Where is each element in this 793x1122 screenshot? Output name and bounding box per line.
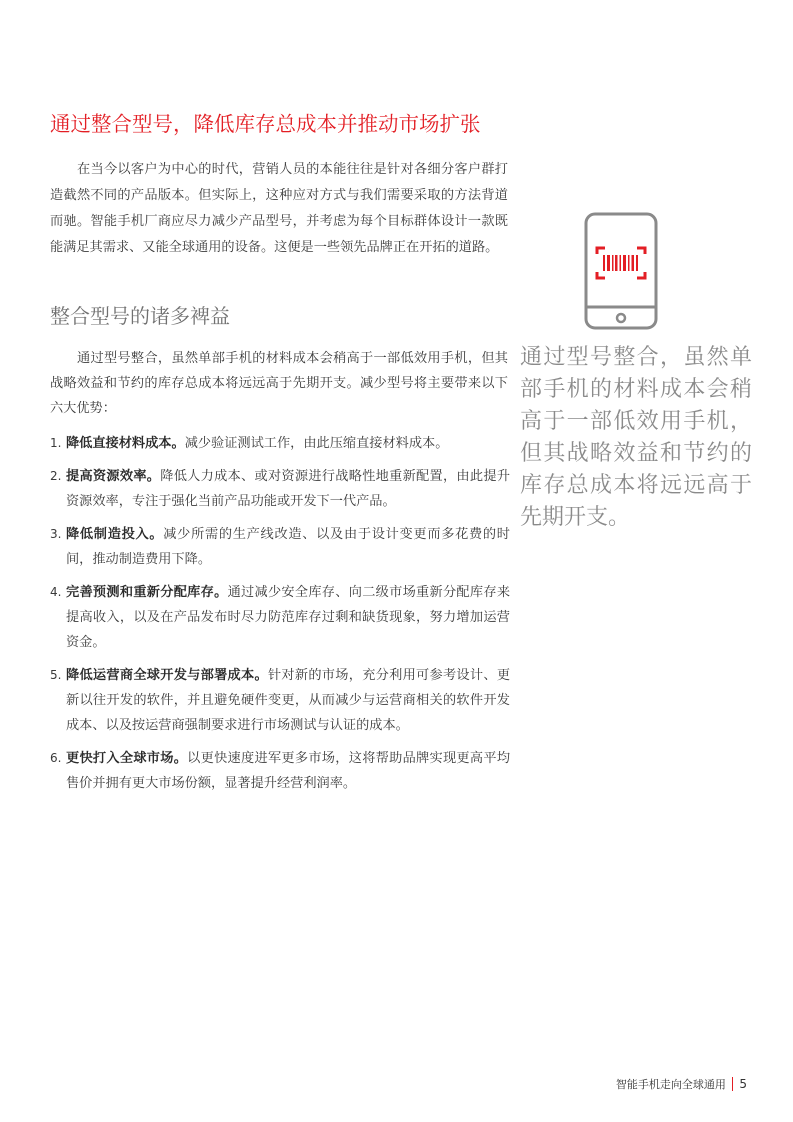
benefit-number: 1. xyxy=(50,436,62,450)
benefit-title: 完善预测和重新分配库存。 xyxy=(66,585,228,600)
benefit-text: 通过减少安全库存、向二级市场重新分配库存来提高收入，以及在产品发布时尽力防范库存过剩和缺货现象，努力增加运营资金。 xyxy=(66,585,511,650)
benefits-intro-paragraph: 通过型号整合，虽然单部手机的材料成本会稍高于一部低效用手机，但其战略效益和节约的库存总成本将远远高于先期开支。减少型号将主要带来以下六大优势： xyxy=(50,351,508,416)
footer-divider xyxy=(732,1077,734,1091)
benefit-title: 降低直接材料成本。 xyxy=(66,436,185,451)
benefit-item-4 xyxy=(50,580,510,655)
benefit-item-6 xyxy=(50,746,510,796)
benefit-title: 提高资源效率。 xyxy=(66,469,161,484)
intro-paragraph: 在当今以客户为中心的时代，营销人员的本能往往是针对各细分客户群打造截然不同的产品版本。但实际上，这种应对方式与我们需要采取的方法背道而驰。智能手机厂商应尽力减少产品型号，并考虑为每个目标群体设计一款既能满足其需求、又能全球通用的设备。这便是一些领先品牌正在开拓的道路。 xyxy=(50,162,508,255)
page-title: 通过整合型号，降低库存总成本并推动市场扩张 xyxy=(50,112,481,136)
benefit-text: 以更快速度进军更多市场，这将帮助品牌实现更高平均售价并拥有更大市场份额，显著提升经营利润率。 xyxy=(66,751,511,791)
benefit-number: 3. xyxy=(50,527,62,541)
benefit-title: 降低运营商全球开发与部署成本。 xyxy=(66,668,268,683)
benefit-number: 2. xyxy=(50,469,62,483)
smartphone-barcode-icon xyxy=(583,211,659,331)
benefit-number: 6. xyxy=(50,751,62,765)
page-number: 5 xyxy=(739,1077,747,1091)
pull-quote: 通过型号整合，虽然单部手机的材料成本会稍高于一部低效用手机，但其战略效益和节约的库存总成本将远远高于先期开支。 xyxy=(520,345,752,530)
benefit-number: 4. xyxy=(50,585,62,599)
benefit-item-5 xyxy=(50,663,510,738)
benefit-text: 减少验证测试工作，由此压缩直接材料成本。 xyxy=(184,436,449,451)
benefit-item-3 xyxy=(50,522,510,572)
benefit-title: 更快打入全球市场。 xyxy=(66,751,188,766)
benefit-title: 降低制造投入。 xyxy=(66,527,164,542)
benefit-item-1 xyxy=(50,431,510,456)
benefit-item-2 xyxy=(50,464,510,514)
benefits-heading: 整合型号的诸多裨益 xyxy=(50,304,230,328)
benefit-text: 针对新的市场，充分利用可参考设计、更新以往开发的软件，并且避免硬件变更，从而减少与运营商相关的软件开发成本、以及按运营商强制要求进行市场测试与认证的成本。 xyxy=(66,668,511,733)
footer-title: 智能手机走向全球通用 xyxy=(615,1078,726,1091)
benefits-list xyxy=(50,431,510,804)
benefit-text: 降低人力成本、或对资源进行战略性地重新配置，由此提升资源效率，专注于强化当前产品功能或开发下一代产品。 xyxy=(66,469,511,509)
benefit-number: 5. xyxy=(50,668,62,682)
page-footer xyxy=(616,1076,747,1092)
benefit-text: 减少所需的生产线改造、以及由于设计变更而多花费的时间，推动制造费用下降。 xyxy=(66,527,510,567)
